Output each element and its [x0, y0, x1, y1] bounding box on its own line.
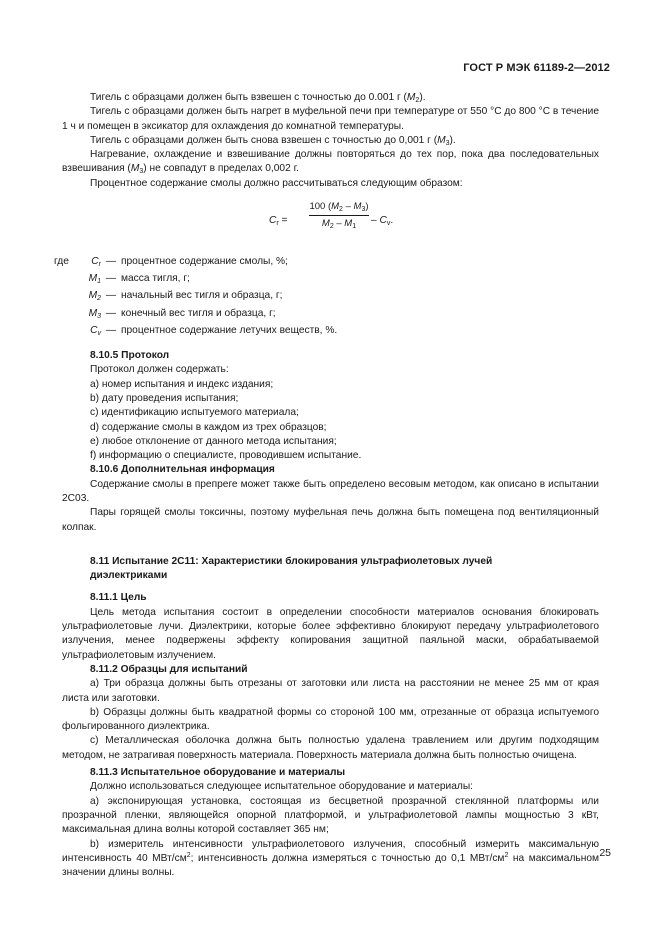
section-heading-test-2c11: 8.11 Испытание 2С11: Характеристики блокирования ультрафиолетовых лучей [90, 555, 493, 567]
paragraph-additional-1: Содержание смолы в препреге может также быть определено весовым методом, как описано в испытании 2С03. [62, 478, 599, 504]
section-heading-equipment: 8.11.3 Испытательное оборудование и материалы [90, 767, 346, 779]
protocol-item: e) любое отклонение от данного метода испытания; [90, 435, 337, 447]
definition-row: $M_1$ — масса тигля, г; [88, 273, 190, 286]
paragraph-repeat-weighing: Нагревание, охлаждение и взвешивание должны повторяться до тех пор, пока два последовательных взвешивания $(M_3)$ не совпадут в пределах 0,002 г. [62, 149, 599, 176]
paragraph-weigh-crucible: Тигель с образцами должен быть взвешен с точностью до 0.001 г $(M_2)$. [90, 92, 426, 104]
section-heading-purpose: 8.11.1 Цель [90, 592, 147, 604]
formula-rhs: – $C_v$. [371, 215, 394, 228]
resin-content-formula [62, 197, 599, 249]
definition-row: $M_3$ — конечный вес тигля и образца, г; [88, 307, 276, 320]
protocol-intro: Протокол должен содержать: [90, 364, 229, 376]
specimen-item-a: a) Три образца должны быть отрезаны от заготовки или листа на расстоянии не менее 25 мм от края листа или заготовки. [62, 678, 599, 704]
paragraph-additional-2: Пары горящей смолы токсичны, поэтому муфельная печь должна быть помещена под вентиляционный колпак. [62, 507, 599, 533]
equipment-item-a: a) экспонирующая установка, состоящая из бесцветной прозрачной стеклянной платформы или прозрачной пленки, являющейся опорной платформой, и ультрафиолетовой лампы мощностью 3 кВт, максимальная длина волны которой составляет 365 нм; [62, 795, 599, 836]
formula-lhs: $C_r$ = [269, 215, 288, 228]
paragraph-formula-intro: Процентное содержание смолы должно рассчитываться следующим образом: [90, 177, 463, 189]
protocol-item: a) номер испытания и индекс издания; [90, 378, 274, 390]
protocol-item: c) идентификацию испытуемого материала; [90, 407, 299, 419]
specimen-item-b: b) Образцы должны быть квадратной формы со стороной 100 мм, отрезанные от образца испытуемого фольгированного диэлектрика. [62, 706, 599, 733]
protocol-item: f) информацию о специалисте, проводившем испытание. [90, 450, 362, 462]
specimen-item-c: c) Металлическая оболочка должна быть полностью удалена травлением или другим подходящим методом, не затрагивая поверхность материала. Поверхность материала должна быть полностью очищена. [62, 735, 599, 761]
section-heading-specimens: 8.11.2 Образцы для испытаний [90, 663, 248, 675]
definition-row: $M_2$ — начальный вес тигля и образца, г; [88, 290, 283, 303]
variable-definitions [54, 255, 599, 341]
paragraph-reweigh: Тигель с образцами должен быть снова взвешен с точностью до 0,001 г $(M_3)$. [90, 134, 456, 147]
protocol-item: b) дату проведения испытания; [90, 392, 239, 404]
formula-denominator: $M_2 - M_1$ [321, 218, 357, 231]
equipment-intro: Должно использоваться следующее испытательное оборудование и материалы: [90, 781, 473, 793]
section-heading-additional-info: 8.10.6 Дополнительная информация [90, 464, 275, 476]
definition-row: $C_v$ — процентное содержание летучих веществ, %. [90, 324, 338, 337]
page-number: 25 [599, 847, 611, 859]
section-heading-protocol: 8.10.5 Протокол [90, 350, 170, 362]
paragraph-purpose: Цель метода испытания состоит в определении способности материалов основания блокировать ультрафиолетовые лучи. Диэлектрики, которые более эффективно блокируют передачу ультрафиолетового излучения, менее подвержены эффекту копирования защитной паяльной маски, обрабатываемой ультрафиолетовым излучением. [62, 606, 599, 661]
paragraph-heat-crucible: Тигель с образцами должен быть нагрет в муфельной печи при температуре от 550 °С до 800 °С в течение 1 ч и помещен в эксикатор для охлаждения до комнатной температуры. [62, 106, 599, 132]
section-heading-test-2c11-cont: диэлектриками [90, 570, 168, 582]
equipment-item-b: b) измеритель интенсивности ультрафиолетового излучения, способный измерить максимальную интенсивность 40 МВт/$см^2$; интенсивность должна измеряться с точностью до 0,1 МВт/$см^2$ на максимальном значении длины волны. [62, 838, 599, 879]
protocol-item: d) содержание смолы в каждом из трех образцов; [90, 421, 327, 433]
formula-numerator: 100 $(M_2 - M_3)$ [309, 200, 369, 216]
definition-row: где $C_r$ — процентное содержание смолы, %; [54, 256, 288, 269]
page-content [54, 91, 599, 880]
standard-header: ГОСТ Р МЭК 61189-2—2012 [463, 62, 610, 74]
formula-fraction [309, 200, 369, 232]
